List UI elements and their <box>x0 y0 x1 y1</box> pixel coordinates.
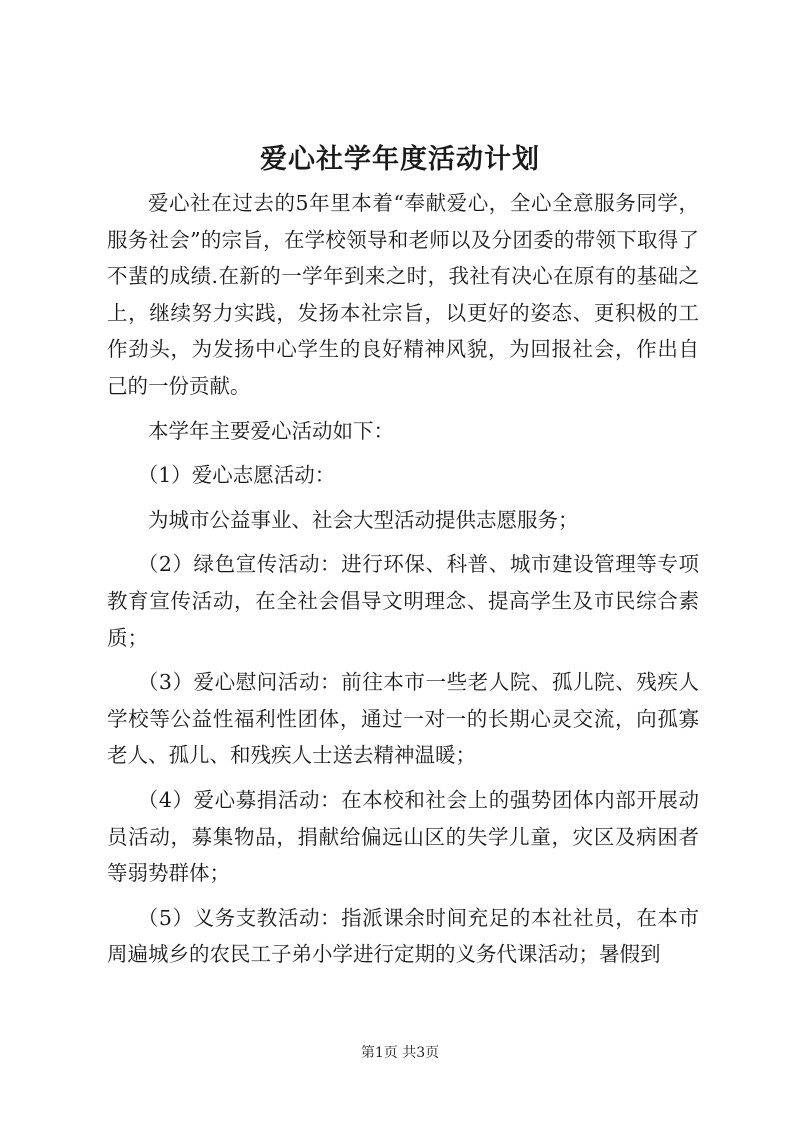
paragraph-item-1-heading: （1）爱心志愿活动： <box>137 463 336 488</box>
document-title: 爱心社学年度活动计划 <box>260 144 540 175</box>
paragraph-item-2: （2）绿色宣传活动：进行环保、科普、城市建设管理等专项教育宣传活动，在全社会倡导文明理念、提高学生及市民综合素质； <box>107 552 699 650</box>
paragraph-item-5: （5）义务支教活动：指派课余时间充足的本社社员，在本市周遍城乡的农民工子弟小学进行定期的义务代课活动；暑假到 <box>107 905 699 967</box>
paragraph-item-3: （3）爱心慰问活动：前往本市一些老人院、孤儿院、残疾人学校等公益性福利性团体，通过一对一的长期心灵交流，向孤寡老人、孤儿、和残疾人士送去精神温暖； <box>107 670 699 768</box>
paragraph-intro: 爱心社在过去的5年里本着“奉献爱心，全心全意服务同学，服务社会”的宗旨，在学校领导和老师以及分团委的带领下取得了不蜚的成绩.在新的一学年到来之时，我社有决心在原有的基础之上，继续努力实践，发扬本社宗旨，以更好的姿态、更积极的工作劲头，为发扬中心学生的良好精神风貌，为回报社会，作出自己的一份贡献。 <box>107 191 699 398</box>
document-body <box>107 185 699 973</box>
paragraph-item-1-body: 为城市公益事业、社会大型活动提供志愿服务； <box>148 507 579 532</box>
page-footer: 第1页 共3页 <box>360 1045 440 1061</box>
paragraph-item-4: （4）爱心募捐活动：在本校和社会上的强势团体内部开展动员活动，募集物品，捐献给偏远山区的失学儿童，灾区及病困者等弱势群体； <box>107 787 699 886</box>
paragraph-activities-heading: 本学年主要爱心活动如下： <box>148 418 394 443</box>
